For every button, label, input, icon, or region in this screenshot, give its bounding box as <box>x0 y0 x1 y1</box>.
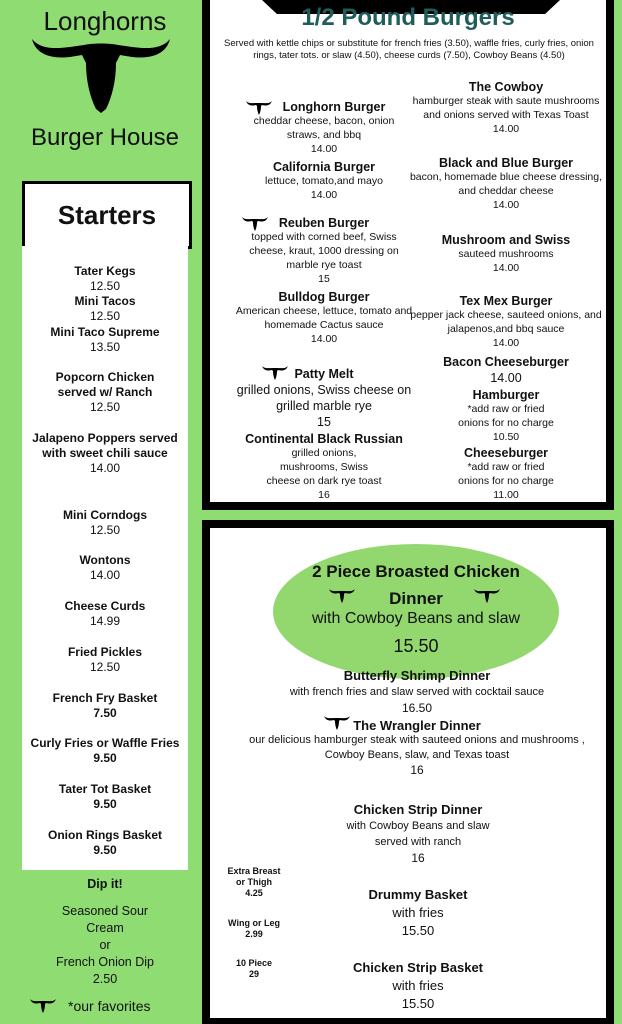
brand-name-line1: Longhorns <box>43 6 167 36</box>
list-item: Wontons 14.00 <box>79 553 131 582</box>
longhorn-icon <box>262 365 288 381</box>
dip-text: French Onion Dip <box>56 955 154 969</box>
menu-item: Patty Melt grilled onions, Swiss cheese on grilled marble rye 15 <box>236 367 412 429</box>
menu-item: Bulldog Burger American cheese, lettuce, tomato and homemade Cactus sauce 14.00 <box>235 290 413 345</box>
list-item: Tater Kegs 12.50 <box>74 264 136 293</box>
list-item: Mini Tacos 12.50 <box>74 294 136 323</box>
longhorn-icon <box>474 588 500 604</box>
list-item: Jalapeno Poppers served with sweet chili sauce 14.00 <box>32 431 178 475</box>
featured-title: 2 Piece Broasted Chicken Dinner <box>312 562 520 608</box>
dip-text: Cream <box>86 921 124 935</box>
longhorn-icon <box>246 100 272 116</box>
list-item: Cheese Curds 14.99 <box>64 599 146 628</box>
list-item: Onion Rings Basket 9.50 <box>47 828 163 857</box>
featured-price: 15.50 <box>393 636 439 656</box>
menu-item: Tex Mex Burger pepper jack cheese, sauteed onions, and jalapenos,and bbq sauce 14.00 <box>410 294 602 349</box>
dip-price: 2.50 <box>92 972 118 986</box>
list-item: Curly Fries or Waffle Fries 9.50 <box>30 736 180 765</box>
list-item: Mini Taco Supreme 13.50 <box>50 325 160 354</box>
starters-heading: Starters <box>22 181 192 249</box>
menu-item: Chicken Strip Dinner with Cowboy Beans and slaw served with ranch 16 <box>346 802 490 865</box>
list-item: Popcorn Chicken served w/ Ranch 12.50 <box>55 370 155 414</box>
favorites-note: *our favorites <box>68 998 151 1014</box>
list-item: Fried Pickles 12.50 <box>67 645 143 674</box>
menu-item: Continental Black Russian grilled onions, mushrooms, Swiss cheese on dark rye toast 16 <box>245 432 403 501</box>
menu-item: The Wrangler Dinner our delicious hamburger steak with sauteed onions and mushrooms , Cowboy Beans, slaw, and Texas toast 16 <box>249 718 585 777</box>
side-item: 10 Piece 29 <box>235 958 273 979</box>
menu-item: Bacon Cheeseburger 14.00 <box>443 355 569 385</box>
favorites-legend <box>30 998 190 1014</box>
menu-item: Chicken Strip Basket with fries 15.50 <box>352 960 484 1011</box>
menu-item: Reuben Burger topped with corned beef, Swiss cheese, kraut, 1000 dressing on marble rye toast 15 <box>249 216 399 285</box>
longhorn-skull-icon <box>30 33 172 115</box>
dip-text: Seasoned Sour <box>61 904 149 918</box>
list-item: French Fry Basket 7.50 <box>52 691 158 720</box>
side-item: Wing or Leg 2.99 <box>228 918 280 939</box>
menu-item: Longhorn Burger cheddar cheese, bacon, onion straws, and bbq 14.00 <box>253 100 395 155</box>
longhorn-icon <box>324 715 350 731</box>
burgers-title: 1/2 Pound Burgers <box>301 4 515 31</box>
menu-item: Hamburger *add raw or fried onions for no charge 10.50 <box>458 388 554 443</box>
burgers-subtitle: Served with kettle chips or substitute for french fries (3.50), waffle fries, curly fries, onion rings, tater tots. or slaw (4.50), cheese curds (7.50), Cowboy Beans (4.50) <box>224 38 594 61</box>
menu-item: Drummy Basket with fries 15.50 <box>368 887 468 938</box>
side-item: Extra Breast or Thigh 4.25 <box>227 866 281 898</box>
longhorn-icon <box>242 216 268 232</box>
menu-item: Butterfly Shrimp Dinner with french fries and slaw served with cocktail sauce 16.50 <box>289 668 545 715</box>
menu-item: California Burger lettuce, tomato,and mayo 14.00 <box>265 160 383 201</box>
list-item: Tater Tot Basket 9.50 <box>58 782 152 811</box>
list-item: Mini Corndogs 12.50 <box>63 508 147 537</box>
menu-item: Cheeseburger *add raw or fried onions for no charge 11.00 <box>458 446 554 501</box>
brand-name-line2: Burger House <box>30 124 180 151</box>
menu-item: Black and Blue Burger bacon, homemade blue cheese dressing, and cheddar cheese 14.00 <box>409 156 603 211</box>
starters-list <box>22 246 188 870</box>
featured-subtitle: with Cowboy Beans and slaw <box>311 610 521 627</box>
menu-item: Mushroom and Swiss sauteed mushrooms 14.00 <box>441 233 571 274</box>
dip-text: or <box>99 938 111 952</box>
dip-section <box>22 876 188 988</box>
longhorn-icon <box>30 998 56 1014</box>
menu-item: The Cowboy hamburger steak with saute mushrooms and onions served with Texas Toast 14.00 <box>412 80 600 135</box>
longhorn-icon <box>329 588 355 604</box>
dip-title: Dip it! <box>87 877 123 891</box>
